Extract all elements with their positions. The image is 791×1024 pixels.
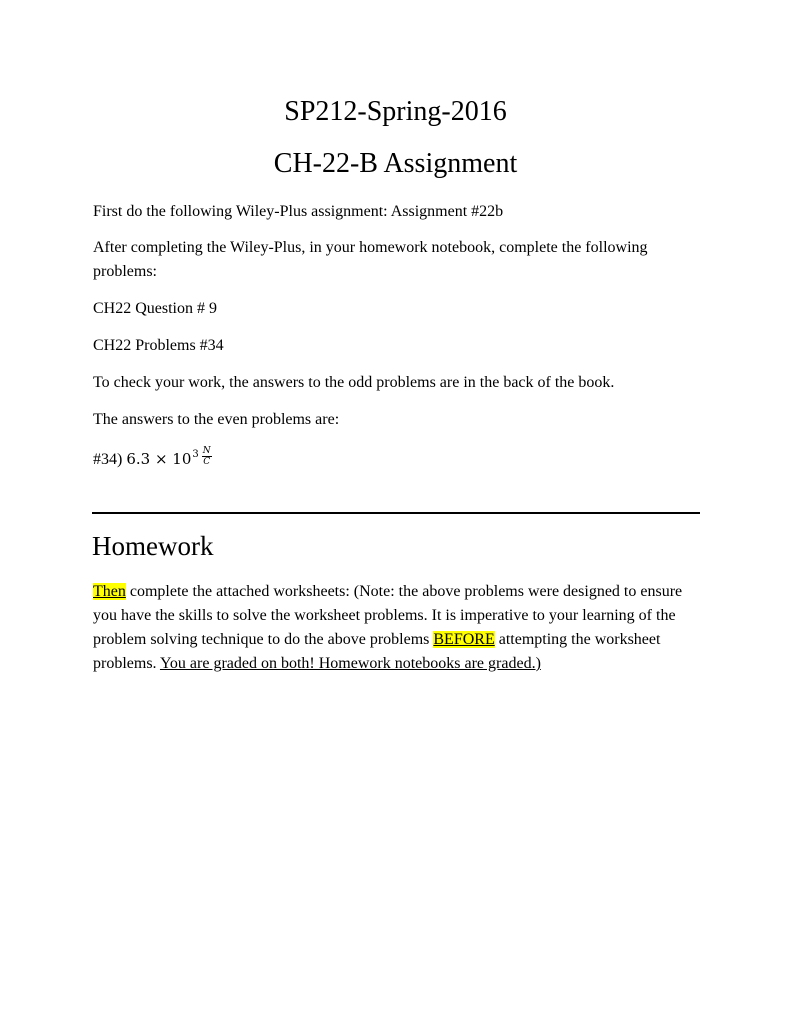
graded-note: You are graded on both! Homework notebooks are graded.) [159, 655, 541, 672]
homework-paragraph [93, 580, 700, 676]
homework-heading: Homework [92, 531, 214, 561]
check-work-note: To check your work, the answers to the odd problems are in the back of the book. [93, 374, 615, 391]
notebook-instruction: After completing the Wiley-Plus, in your homework notebook, complete the following problems: [93, 239, 648, 280]
even-answers-intro: The answers to the even problems are: [93, 411, 340, 428]
highlight-before: BEFORE [433, 631, 495, 648]
homework-text-2: attempting the worksheet problems. [93, 631, 661, 672]
wiley-instruction: First do the following Wiley-Plus assignment: Assignment #22b [93, 203, 504, 220]
assignment-title: CH-22-B Assignment [273, 148, 518, 179]
problems-item: CH22 Problems #34 [93, 337, 224, 354]
highlight-then: Then [93, 583, 126, 600]
course-title: SP212-Spring-2016 [284, 96, 507, 127]
answer-prefix: #34) [93, 451, 123, 468]
question-item: CH22 Question # 9 [93, 300, 217, 317]
answer-34 [93, 447, 700, 474]
answer-coefficient: 6.3 × 10 [126, 450, 192, 468]
section-divider [92, 512, 700, 514]
answer-unit-fraction [202, 446, 212, 467]
answer-exponent: 3 [192, 449, 199, 460]
homework-text-1: complete the attached worksheets: (Note: the above problems were designed to ensure you have the skills to solve the worksheet problems. It is imperative to your learning of the problem solving technique to do the above problems [93, 583, 683, 648]
unit-denominator: C [203, 456, 211, 467]
unit-numerator: N [202, 445, 211, 456]
